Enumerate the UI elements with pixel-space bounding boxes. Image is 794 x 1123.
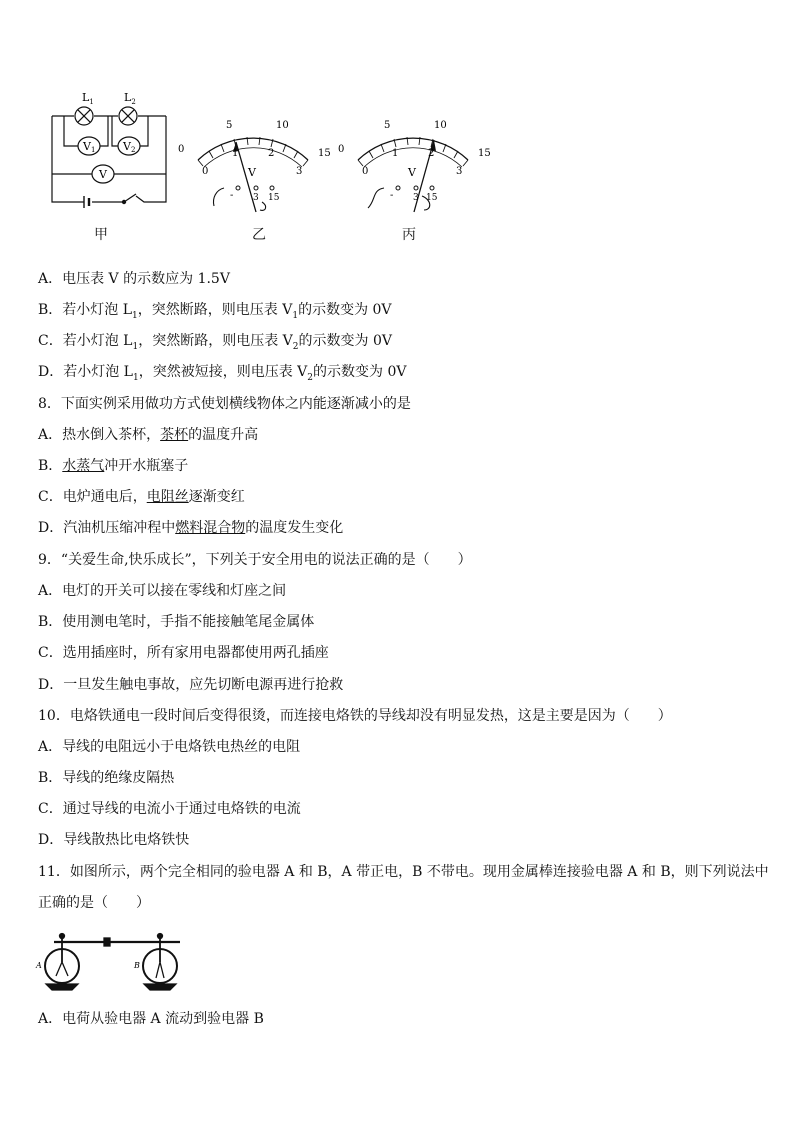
lamp2-label: $L_2$ [124,91,136,106]
caption-yi: 乙 [252,227,266,243]
yi-inner-tick-0: 0 [202,166,209,177]
bing-outer-tick-0: 0 [338,144,345,155]
bing-symbol: V [408,166,416,179]
bing-inner-tick-0: 0 [362,166,369,177]
caption-jia: 甲 [94,227,108,243]
q10-option-a: A．导线的电阻远小于电烙铁电热丝的电阻 [38,739,301,755]
yi-inner-tick-2: 2 [268,148,275,159]
electroscope-a-label: A [36,961,42,970]
q10-option-d: D．导线散热比电烙铁快 [38,832,190,848]
q9-option-a: A．电灯的开关可以接在零线和灯座之间 [38,583,287,599]
yi-outer-tick-15: 15 [318,148,331,159]
yi-terminal-15: 15 [268,193,280,203]
v2-label: V2 [123,140,136,154]
yi-inner-tick-3: 3 [296,166,303,177]
bing-terminal-15: 15 [426,193,438,203]
bing-outer-tick-5: 5 [384,120,391,131]
caption-bing: 丙 [402,227,416,243]
yi-terminal-minus: - [230,190,234,201]
circuit-diagram [44,86,174,210]
q9-option-d: D．一旦发生触电事故，应先切断电源再进行抢救 [38,677,344,693]
q11-option-a: A．电荷从验电器 A 流动到验电器 B [38,1011,264,1027]
q8-stem: 8．下面实例采用做功方式使划横线物体之内能逐渐减小的是 [38,396,411,412]
q11-stem-line1: 11．如图所示，两个完全相同的验电器 A 和 B，A 带正电，B 不带电。现用金属棒连接验电器 A 和 B，则下列说法中 [38,864,769,880]
q7-option-a: A．电压表 V 的示数应为 1.5V [38,271,230,287]
q9-stem: 9．“关爱生命,快乐成长”，下列关于安全用电的说法正确的是（ ） [38,552,472,568]
yi-symbol: V [248,166,256,179]
yi-outer-tick-0: 0 [178,144,185,155]
voltmeter-yi [176,112,336,216]
yi-outer-tick-5: 5 [226,120,233,131]
q8-option-c: C．电炉通电后，电阻丝逐渐变红 [38,489,245,505]
bing-outer-tick-10: 10 [434,120,447,131]
q10-stem: 10．电烙铁通电一段时间后变得很烫，而连接电烙铁的导线却没有明显发热，这是主要是因为（ ） [38,708,672,724]
q8-option-d: D．汽油机压缩冲程中燃料混合物的温度发生变化 [38,520,344,536]
yi-outer-tick-10: 10 [276,120,289,131]
v-label: V [99,168,107,181]
q7-option-d: D．若小灯泡 $L_1$，突然被短接，则电压表 $V_2$的示数变为 0V [38,364,407,383]
bing-inner-tick-2: 2 [428,148,435,159]
bing-inner-tick-3: 3 [456,166,463,177]
bing-terminal-3: 3 [413,193,419,203]
q10-option-c: C．通过导线的电流小于通过电烙铁的电流 [38,801,301,817]
bing-outer-tick-15: 15 [478,148,491,159]
q9-option-b: B．使用测电笔时，手指不能接触笔尾金属体 [38,614,315,630]
voltmeter-bing [336,112,496,216]
yi-terminal-3: 3 [253,193,259,203]
electroscope-figure [34,932,198,994]
bing-inner-tick-1: 1 [392,148,399,159]
q11-stem-line2: 正确的是（ ） [38,895,150,911]
q7-option-c: C．若小灯泡 $L_1$，突然断路，则电压表 $V_2$的示数变为 0V [38,333,392,352]
electroscope-b-label: B [134,961,140,970]
q7-option-b: B．若小灯泡 $L_1$，突然断路，则电压表 $V_1$的示数变为 0V [38,302,392,321]
q8-option-a: A．热水倒入茶杯，茶杯的温度升高 [38,427,259,443]
v1-label: V1 [83,140,96,154]
bing-terminal-minus: - [390,190,394,201]
lamp1-label: $L_1$ [82,91,94,106]
q9-option-c: C．选用插座时，所有家用电器都使用两孔插座 [38,645,329,661]
q8-option-b: B．水蒸气冲开水瓶塞子 [38,458,189,474]
q10-option-b: B．导线的绝缘皮隔热 [38,770,175,786]
yi-inner-tick-1: 1 [232,148,239,159]
